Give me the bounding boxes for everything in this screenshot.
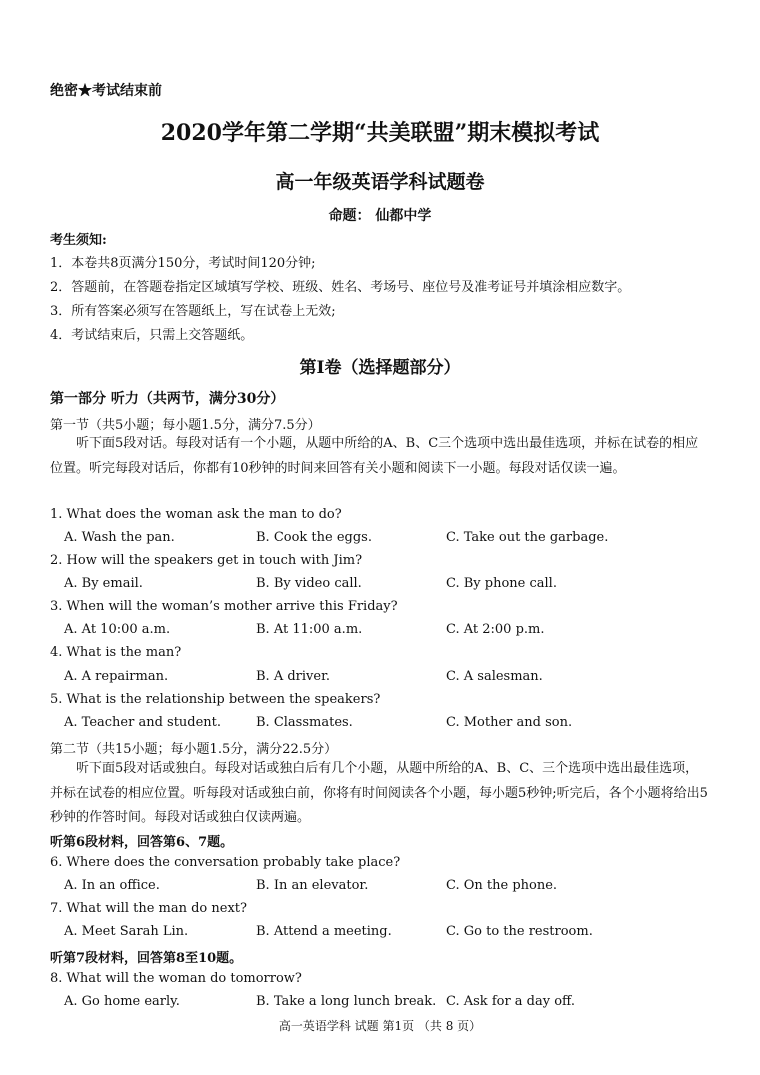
notice-item: 2．答题前，在答题卷指定区域填写学校、班级、姓名、考场号、座位号及准考证号并填涂相应数字。	[50, 280, 631, 295]
question-stem: 1. What does the woman ask the man to do?	[50, 507, 342, 522]
option-c: C. Mother and son.	[446, 715, 573, 730]
subsection-heading: 第一节（共5小题；每小题1.5分，满分7.5分）	[50, 418, 321, 433]
question-stem: 2. How will the speakers get in touch with Jim?	[50, 553, 363, 568]
option-a: A. A repairman.	[64, 669, 169, 684]
notice-item: 4．考试结束后，只需上交答题纸。	[50, 328, 254, 343]
option-b: B. In an elevator.	[256, 878, 369, 893]
option-c: C. Go to the restroom.	[446, 924, 593, 939]
option-b: B. By video call.	[256, 576, 362, 591]
confidential-mark: 绝密★考试结束前	[50, 83, 162, 99]
option-a: A. At 10:00 a.m.	[64, 622, 171, 637]
notice-item: 1．本卷共8页满分150分，考试时间120分钟;	[50, 256, 316, 271]
question-stem: 6. Where does the conversation probably take place?	[50, 855, 401, 870]
option-c: C. A salesman.	[446, 669, 543, 684]
option-b: B. Cook the eggs.	[256, 530, 372, 545]
exam-author: 命题： 仙都中学	[328, 208, 432, 224]
question-stem: 8. What will the woman do tomorrow?	[50, 971, 302, 986]
option-b: B. Attend a meeting.	[256, 924, 392, 939]
option-a: A. Meet Sarah Lin.	[64, 924, 189, 939]
subsection-heading: 第二节（共15小题；每小题1.5分，满分22.5分）	[50, 742, 338, 757]
option-b: B. At 11:00 a.m.	[256, 622, 363, 637]
option-a: A. Go home early.	[64, 994, 180, 1009]
question-stem: 3. When will the woman’s mother arrive this Friday?	[50, 599, 398, 614]
option-c: C. By phone call.	[446, 576, 557, 591]
question-stem: 7. What will the man do next?	[50, 901, 247, 916]
notice-item: 3．所有答案必须写在答题纸上，写在试卷上无效;	[50, 304, 336, 319]
part-title: 第I卷（选择题部分）	[299, 358, 461, 378]
option-c: C. Take out the garbage.	[446, 530, 609, 545]
option-a: A. Teacher and student.	[64, 715, 222, 730]
question-stem: 4. What is the man?	[50, 645, 182, 660]
material-heading: 听第7段材料，回答第8至10题。	[50, 951, 243, 966]
option-c: C. On the phone.	[446, 878, 558, 893]
option-a: A. Wash the pan.	[64, 530, 175, 545]
option-b: B. A driver.	[256, 669, 330, 684]
option-a: A. In an office.	[64, 878, 160, 893]
option-c: C. At 2:00 p.m.	[446, 622, 545, 637]
notice-title: 考生须知:	[50, 233, 107, 248]
option-c: C. Ask for a day off.	[446, 994, 575, 1009]
option-a: A. By email.	[64, 576, 143, 591]
exam-subtitle: 高一年级英语学科试题卷	[275, 171, 485, 193]
exam-title: 2020学年第二学期“共美联盟”期末模拟考试	[160, 120, 600, 146]
question-stem: 5. What is the relationship between the speakers?	[50, 692, 381, 707]
subsection-instruction: 听下面5段对话或独白。每段对话或独白后有几个小题，从题中所给的A、B、C、三个选项中选出最佳选项，并标在试卷的相应位置。听每段对话或独白前，你将有时间阅读各个小题，每小题5秒钟;听完后，各个小题将给出5秒钟的作答时间。每段对话或独白仅读两遍。	[50, 761, 708, 825]
section-title: 第一部分 听力（共两节，满分30分）	[50, 391, 285, 407]
subsection-instruction: 听下面5段对话。每段对话有一个小题，从题中所给的A、B、C三个选项中选出最佳选项，并标在试卷的相应位置。听完每段对话后，你都有10秒钟的时间来回答有关小题和阅读下一小题。每段对话仅读一遍。	[50, 436, 699, 476]
page-footer: 高一英语学科 试题 第1页 （共 8 页）	[278, 1019, 482, 1033]
material-heading: 听第6段材料，回答第6、7题。	[50, 835, 234, 850]
option-b: B. Classmates.	[256, 715, 353, 730]
option-b: B. Take a long lunch break.	[256, 994, 437, 1009]
